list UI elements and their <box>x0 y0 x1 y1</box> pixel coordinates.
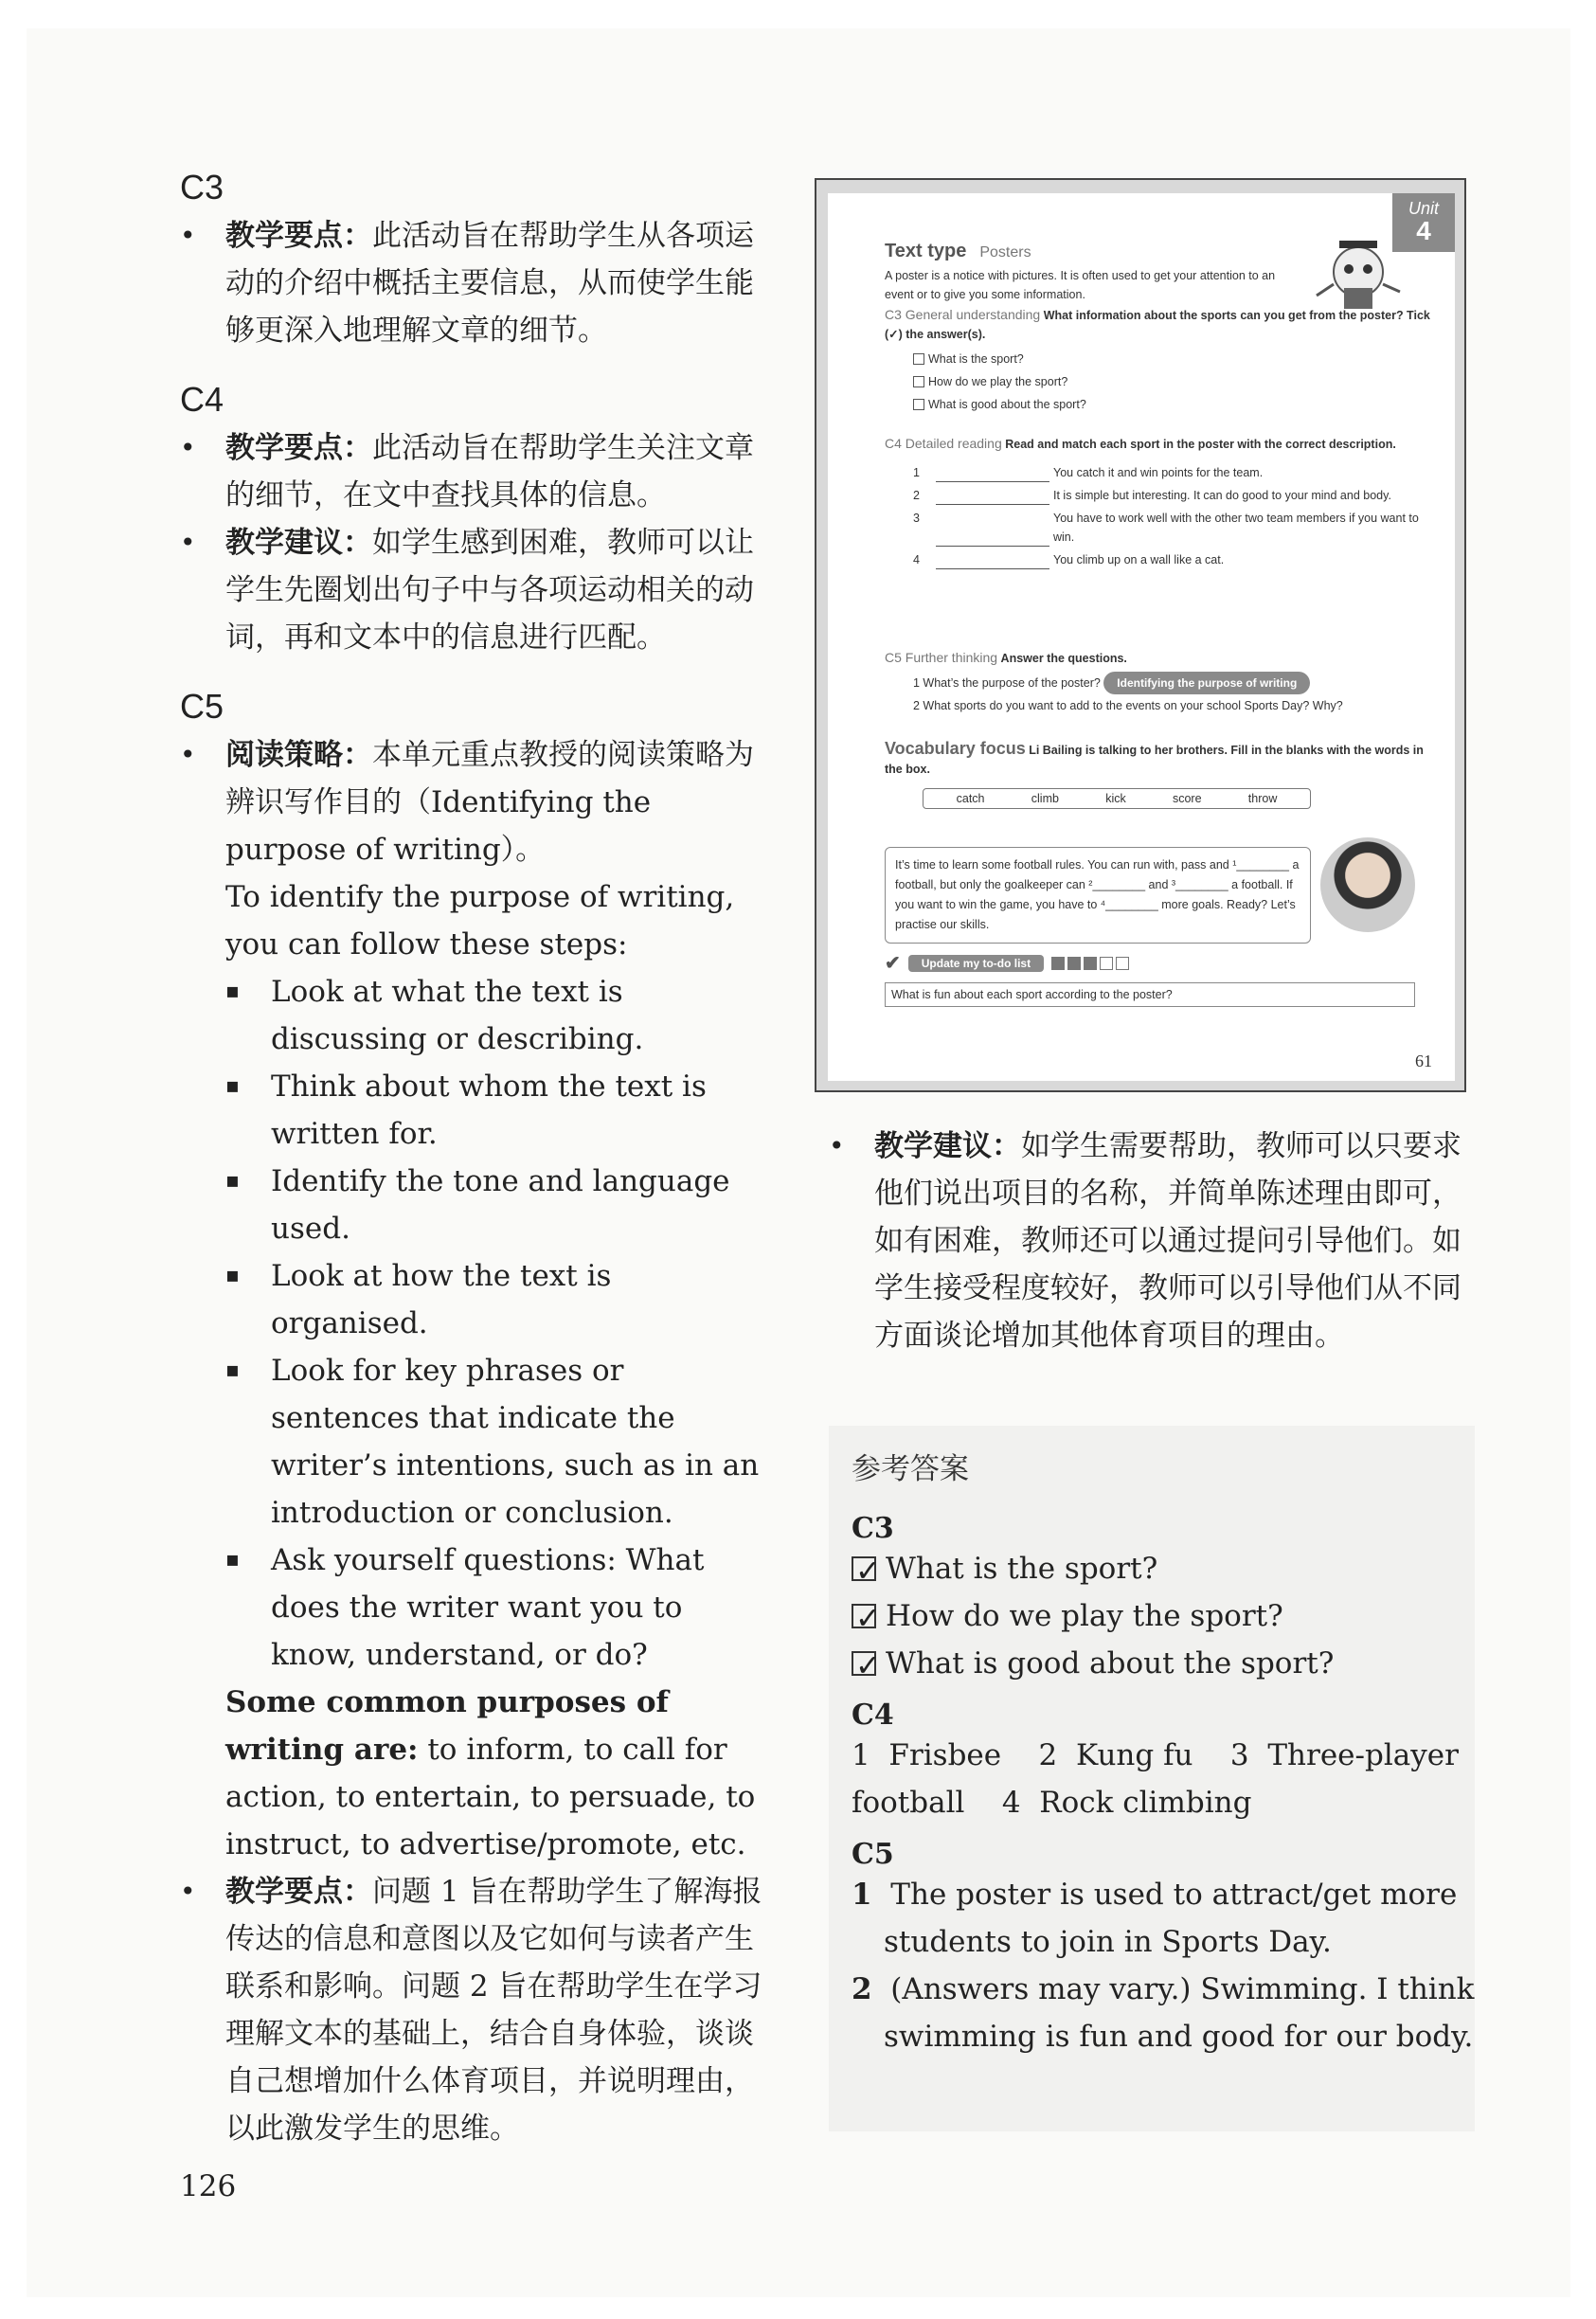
textbook-page-figure <box>815 178 1466 1092</box>
c4-teaching-suggestion <box>180 519 767 661</box>
step-item: ▪ Identify the tone and language used. <box>225 1158 767 1252</box>
page-number: 126 <box>180 2169 237 2203</box>
c4-block <box>885 434 1434 569</box>
c4-instruction: Read and match each sport in the poster with the correct description. <box>1005 438 1396 451</box>
purposes-label: Some common purposes of writing are: <box>225 1685 669 1767</box>
c5-label: C5 Further thinking <box>885 650 998 665</box>
word-box <box>923 788 1311 809</box>
answer-c4-line: football 4 Rock climbing <box>852 1786 1252 1820</box>
c5-instruction: Answer the questions. <box>1000 652 1127 665</box>
answer-c5-item: 1 The poster is used to attract/get more students to join in Sports Day. <box>852 1878 1458 1959</box>
bullet-text: 本单元重点教授的阅读策略为辨识写作目的（Identifying the purpose of writing）。 <box>225 738 754 867</box>
bullet-label: 教学要点： <box>225 1875 372 1909</box>
checked-box-icon <box>852 1604 876 1628</box>
answer-c3-item: ✓What is the sport? <box>829 1545 1475 1592</box>
text-type-title: Text type Posters <box>885 241 1031 261</box>
c3-instruction: What information about the sports can you get from the poster? Tick (✓) the answer(s). <box>885 309 1430 341</box>
c3-option[interactable]: What is the sport? <box>885 350 1434 369</box>
bullet-label: 教学建议： <box>225 526 372 560</box>
c5-reading-strategy <box>180 731 767 873</box>
c4-label: C4 Detailed reading <box>885 436 1002 451</box>
checked-box-icon <box>852 1556 876 1581</box>
word: climb <box>1031 792 1059 805</box>
text-type-desc: A poster is a notice with pictures. It is often used to get your attention to an event or to give you some information. <box>885 269 1276 301</box>
step-item: ▪ Think about whom the text is written for. <box>225 1063 767 1158</box>
c5-question-2: 2 What sports do you want to add to the events on your school Sports Day? Why? <box>913 699 1343 712</box>
bullet-label: 教学建议： <box>874 1129 1021 1163</box>
check-icon: ✔ <box>885 953 901 974</box>
strategy-pill: Identifying the purpose of writing <box>1103 672 1310 694</box>
bullet-label: 教学要点： <box>225 431 372 465</box>
checked-box-icon <box>852 1651 876 1676</box>
answer-blank[interactable] <box>936 509 1049 547</box>
textbook-page <box>828 193 1455 1081</box>
todo-question: What is fun about each sport according to the poster? <box>885 982 1415 1007</box>
c4-item: 1 You catch it and win points for the team. <box>885 463 1434 482</box>
unit-label: Unit <box>1408 199 1439 218</box>
step-item: ▪ Ask yourself questions: What does the writer want you to know, understand, or do? <box>225 1537 767 1679</box>
c5-question-1: 1 What’s the purpose of the poster? Identifying the purpose of writing <box>885 672 1434 694</box>
word: throw <box>1247 792 1278 805</box>
c3-teaching-point <box>180 212 767 354</box>
bullet-text: 如学生需要帮助，教师可以只要求他们说出项目的名称，并简单陈述理由即可，如有困难，教师还可以通过提问引导他们。如学生接受程度较好，教师可以引导他们从不同方面谈论增加其他体育项目的理由。 <box>874 1129 1462 1353</box>
student-photo <box>1320 837 1415 932</box>
bullet-text: 如学生感到困难，教师可以让学生先圈划出句子中与各项运动相关的动词，再和文本中的信息进行匹配。 <box>225 526 754 655</box>
word: catch <box>956 792 985 805</box>
todo-label: Update my to-do list <box>908 955 1044 972</box>
step-item: ▪ Look at how the text is organised. <box>225 1252 767 1347</box>
answer-key-panel <box>829 1426 1475 2131</box>
c3-option[interactable]: How do we play the sport? <box>885 372 1434 391</box>
step-item: ▪ Look for key phrases or sentences that indicate the writer’s intentions, such as in an introduction or conclusion. <box>225 1347 767 1537</box>
book-page-number: 61 <box>1415 1052 1432 1070</box>
step-item: ▪ Look at what the text is discussing or describing. <box>225 968 767 1063</box>
word: score <box>1172 792 1202 805</box>
c3-option[interactable]: What is good about the sport? <box>885 395 1434 414</box>
answer-c5-heading: C5 <box>852 1838 894 1871</box>
answer-c3-heading: C3 <box>852 1512 894 1545</box>
c5-steps-intro: To identify the purpose of writing, you can follow these steps: <box>225 880 735 962</box>
answer-blank[interactable] <box>936 486 1049 505</box>
answer-heading: 参考答案 <box>852 1452 969 1486</box>
robot-mascot-icon <box>1301 229 1415 315</box>
checkbox-icon[interactable] <box>913 353 924 365</box>
vocab-passage: It’s time to learn some football rules. You can run with, pass and ¹________ a football, but only the goalkeeper can ²________ and ³________ a football. If you want to win the game, you have to ⁴________ more goals. Ready? Let’s practise our skills. <box>885 847 1311 944</box>
answer-c3-item: ✓How do we play the sport? <box>829 1592 1475 1640</box>
progress-squares <box>1051 957 1129 970</box>
c5-block <box>885 648 1434 715</box>
left-column <box>180 168 767 2152</box>
unit-number: 4 <box>1416 216 1431 245</box>
purposes-text: to inform, to call for action, to entertain, to persuade, to instruct, to advertise/promote, etc. <box>225 1733 756 1861</box>
answer-c4-heading: C4 <box>852 1699 894 1732</box>
c4-item: 3 You have to work well with the other two team members if you want to win. <box>885 509 1434 547</box>
right-column <box>829 1123 1473 1359</box>
bullet-text: 此活动旨在帮助学生关注文章的细节，在文中查找具体的信息。 <box>225 431 754 512</box>
text-type-block <box>885 241 1282 304</box>
answer-c3-item: ✓What is good about the sport? <box>829 1640 1475 1687</box>
answer-blank[interactable] <box>936 550 1049 569</box>
bullet-label: 阅读策略： <box>225 738 372 772</box>
vocab-instruction: Li Bailing is talking to her brothers. Fill in the blanks with the words in the box. <box>885 744 1424 776</box>
c4-item: 2 It is simple but interesting. It can do good to your mind and body. <box>885 486 1434 505</box>
bullet-text: 问题 1 旨在帮助学生了解海报传达的信息和意图以及它如何与读者产生联系和影响。问题 2 旨在帮助学生在学习理解文本的基础上，结合自身体验，谈谈自己想增加什么体育项目，并说明理由，以此激发学生的思维。 <box>225 1875 762 2146</box>
vocab-block <box>885 739 1434 809</box>
checkbox-icon[interactable] <box>913 399 924 410</box>
c5-purposes <box>180 1679 767 1868</box>
c4-item: 4 You climb up on a wall like a cat. <box>885 550 1434 569</box>
bullet-label: 教学要点： <box>225 219 372 253</box>
text-type-value: Posters <box>979 244 1031 261</box>
checkbox-icon[interactable] <box>913 376 924 387</box>
c3-label: C3 General understanding <box>885 307 1041 322</box>
todo-block <box>885 951 1434 1007</box>
c3-block <box>885 305 1434 414</box>
bullet-text: 此活动旨在帮助学生从各项运动的介绍中概括主要信息，从而使学生能够更深入地理解文章的细节。 <box>225 219 754 348</box>
c5-teaching-suggestion <box>829 1123 1473 1359</box>
section-heading-c4: C4 <box>180 380 224 419</box>
c5-teaching-point <box>180 1868 767 2152</box>
answer-c4-line: 1 Frisbee 2 Kung fu 3 Three-player <box>852 1738 1459 1772</box>
section-heading-c3: C3 <box>180 168 224 207</box>
answer-blank[interactable] <box>936 463 1049 482</box>
word: kick <box>1105 792 1126 805</box>
answer-c5-item: 2 (Answers may vary.) Swimming. I think swimming is fun and good for our body. <box>852 1972 1475 2054</box>
section-heading-c5: C5 <box>180 687 224 726</box>
c5-steps-list <box>180 968 767 1679</box>
c4-teaching-point <box>180 424 767 519</box>
vocab-label: Vocabulary focus <box>885 739 1026 758</box>
